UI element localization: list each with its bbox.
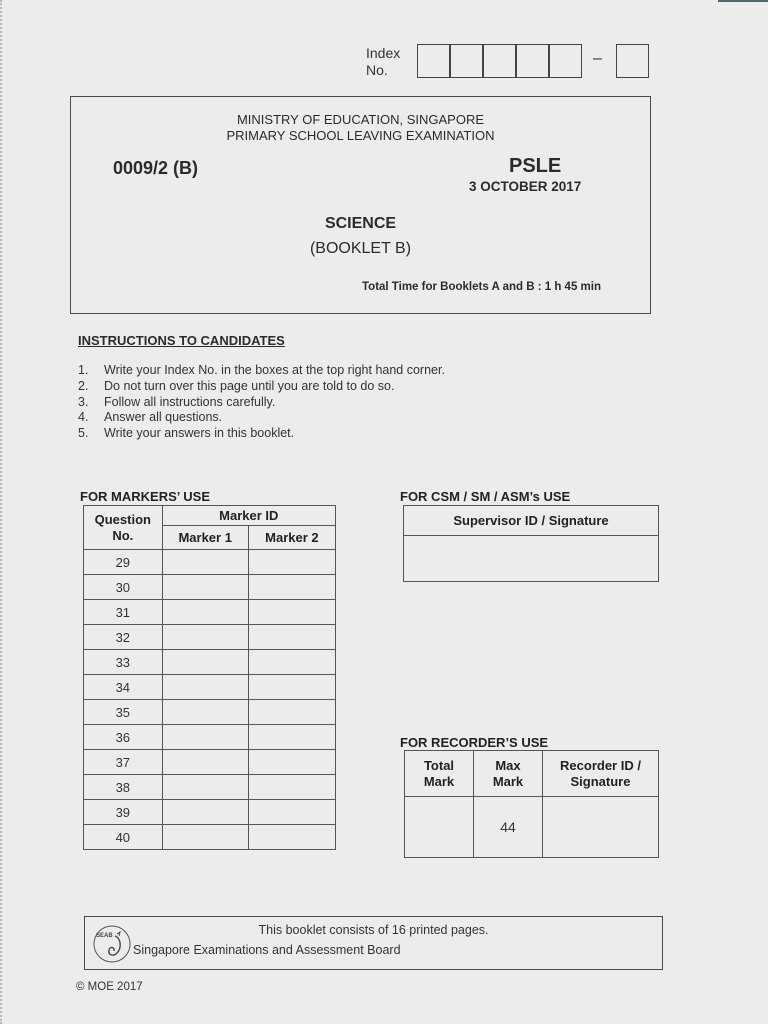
footer-box	[84, 916, 663, 970]
table-row	[84, 650, 336, 675]
exam-date: 3 OCTOBER 2017	[469, 179, 582, 194]
index-box-2[interactable]	[450, 44, 483, 78]
marker1-cell[interactable]	[162, 750, 248, 775]
total-mark-header	[405, 751, 474, 797]
table-row	[84, 775, 336, 800]
recorder-id-header	[543, 751, 659, 797]
marker1-cell[interactable]	[162, 675, 248, 700]
marker1-cell[interactable]	[162, 800, 248, 825]
index-box-5[interactable]	[549, 44, 582, 78]
index-dash: –	[593, 50, 602, 67]
max-mark-header	[474, 751, 543, 797]
table-row	[84, 700, 336, 725]
psle-title: PSLE	[509, 155, 562, 177]
marker1-cell[interactable]	[162, 575, 248, 600]
marker2-cell[interactable]	[248, 750, 335, 775]
table-row	[84, 600, 336, 625]
instruction-text: Write your Index No. in the boxes at the top right hand corner.	[104, 363, 445, 377]
csm-table	[403, 505, 659, 582]
recorder-id-header-line1: Recorder ID /	[560, 757, 641, 773]
marker1-cell[interactable]	[162, 775, 248, 800]
table-row	[84, 675, 336, 700]
instructions-title: INSTRUCTIONS TO CANDIDATES	[78, 333, 285, 348]
marker1-cell[interactable]	[162, 650, 248, 675]
marker2-cell[interactable]	[248, 575, 335, 600]
question-number: 30	[84, 575, 163, 600]
supervisor-signature-cell[interactable]	[404, 536, 659, 582]
supervisor-header: Supervisor ID / Signature	[404, 506, 659, 536]
total-mark-header-line2: Mark	[423, 773, 455, 789]
question-number: 34	[84, 675, 163, 700]
marker2-cell[interactable]	[248, 775, 335, 800]
instructions-list	[78, 363, 445, 442]
total-mark-cell[interactable]	[405, 797, 474, 858]
ministry-text: MINISTRY OF EDUCATION, SINGAPORE	[236, 112, 485, 127]
copyright-text: © MOE 2017	[76, 981, 143, 993]
binding-holes-strip	[0, 0, 6, 1024]
marker2-cell[interactable]	[248, 600, 335, 625]
recorder-signature-cell[interactable]	[543, 797, 659, 858]
table-row	[84, 625, 336, 650]
marker2-cell[interactable]	[248, 700, 335, 725]
subject-title: SCIENCE	[324, 215, 397, 232]
question-header-line1: Question	[94, 511, 151, 527]
table-row	[84, 825, 336, 850]
pages-text: This booklet consists of 16 printed pages.	[258, 923, 489, 937]
marker2-cell[interactable]	[248, 725, 335, 750]
instruction-item: 5. Write your answers in this booklet.	[78, 426, 295, 441]
question-number: 31	[84, 600, 163, 625]
question-header-line2: No.	[112, 527, 134, 543]
index-label-line2: No.	[366, 62, 388, 78]
index-box-check[interactable]	[616, 44, 649, 78]
instruction-text: Write your answers in this booklet.	[104, 426, 295, 441]
marker1-cell[interactable]	[162, 550, 248, 575]
question-number: 29	[84, 550, 163, 575]
total-time: Total Time for Booklets A and B : 1 h 45 min	[362, 281, 601, 293]
question-number: 37	[84, 750, 163, 775]
index-label-line1: Index	[366, 45, 401, 61]
marker1-cell[interactable]	[162, 825, 248, 850]
index-box-3[interactable]	[483, 44, 516, 78]
marker1-cell[interactable]	[162, 700, 248, 725]
table-row	[84, 575, 336, 600]
question-number: 36	[84, 725, 163, 750]
marker2-header: Marker 2	[248, 526, 335, 550]
index-box-4[interactable]	[516, 44, 549, 78]
header-box	[70, 96, 651, 314]
instruction-item: 1. Write your Index No. in the boxes at the top right hand corner.	[78, 363, 445, 377]
exam-text: PRIMARY SCHOOL LEAVING EXAMINATION	[226, 128, 495, 143]
question-number: 32	[84, 625, 163, 650]
instruction-item: 2. Do not turn over this page until you are told to do so.	[78, 378, 395, 393]
marker-id-header: Marker ID	[162, 506, 335, 526]
board-text: Singapore Examinations and Assessment Board	[133, 943, 401, 957]
csm-title: FOR CSM / SM / ASM’s USE	[400, 489, 571, 504]
instruction-item: 3. Follow all instructions carefully.	[78, 394, 276, 409]
question-number: 40	[84, 825, 163, 850]
max-mark-header-line2: Mark	[492, 773, 524, 789]
table-row	[84, 550, 336, 575]
instruction-item: 4. Answer all questions.	[78, 410, 223, 425]
question-number: 33	[84, 650, 163, 675]
max-mark-header-line1: Max	[495, 757, 521, 773]
instruction-text: Follow all instructions carefully.	[104, 394, 276, 409]
index-box-1[interactable]	[417, 44, 450, 78]
table-row	[84, 800, 336, 825]
marker2-cell[interactable]	[248, 625, 335, 650]
markers-title: FOR MARKERS’ USE	[80, 489, 211, 504]
marker2-cell[interactable]	[248, 825, 335, 850]
marker2-cell[interactable]	[248, 650, 335, 675]
recorder-id-header-line2: Signature	[570, 773, 631, 789]
marker1-cell[interactable]	[162, 725, 248, 750]
paper-code: 0009/2 (B)	[113, 158, 199, 178]
seab-logo-text: SEAB	[96, 933, 113, 939]
instruction-text: Answer all questions.	[104, 410, 223, 425]
marker2-cell[interactable]	[248, 800, 335, 825]
table-row	[84, 725, 336, 750]
marker2-cell[interactable]	[248, 550, 335, 575]
marker2-cell[interactable]	[248, 675, 335, 700]
marker1-cell[interactable]	[162, 625, 248, 650]
corner-mark	[718, 0, 768, 2]
max-mark-value: 44	[474, 797, 543, 858]
table-row	[84, 750, 336, 775]
markers-table	[83, 505, 336, 850]
marker1-cell[interactable]	[162, 600, 248, 625]
question-number: 39	[84, 800, 163, 825]
question-number: 35	[84, 700, 163, 725]
booklet-title: (BOOKLET B)	[309, 240, 412, 257]
recorder-title: FOR RECORDER’S USE	[400, 735, 549, 750]
question-header	[84, 506, 163, 550]
index-label	[366, 45, 400, 79]
instruction-text: Do not turn over this page until you are told to do so.	[104, 378, 395, 393]
recorder-table	[404, 750, 659, 858]
marker1-header: Marker 1	[162, 526, 248, 550]
total-mark-header-line1: Total	[423, 757, 455, 773]
question-number: 38	[84, 775, 163, 800]
